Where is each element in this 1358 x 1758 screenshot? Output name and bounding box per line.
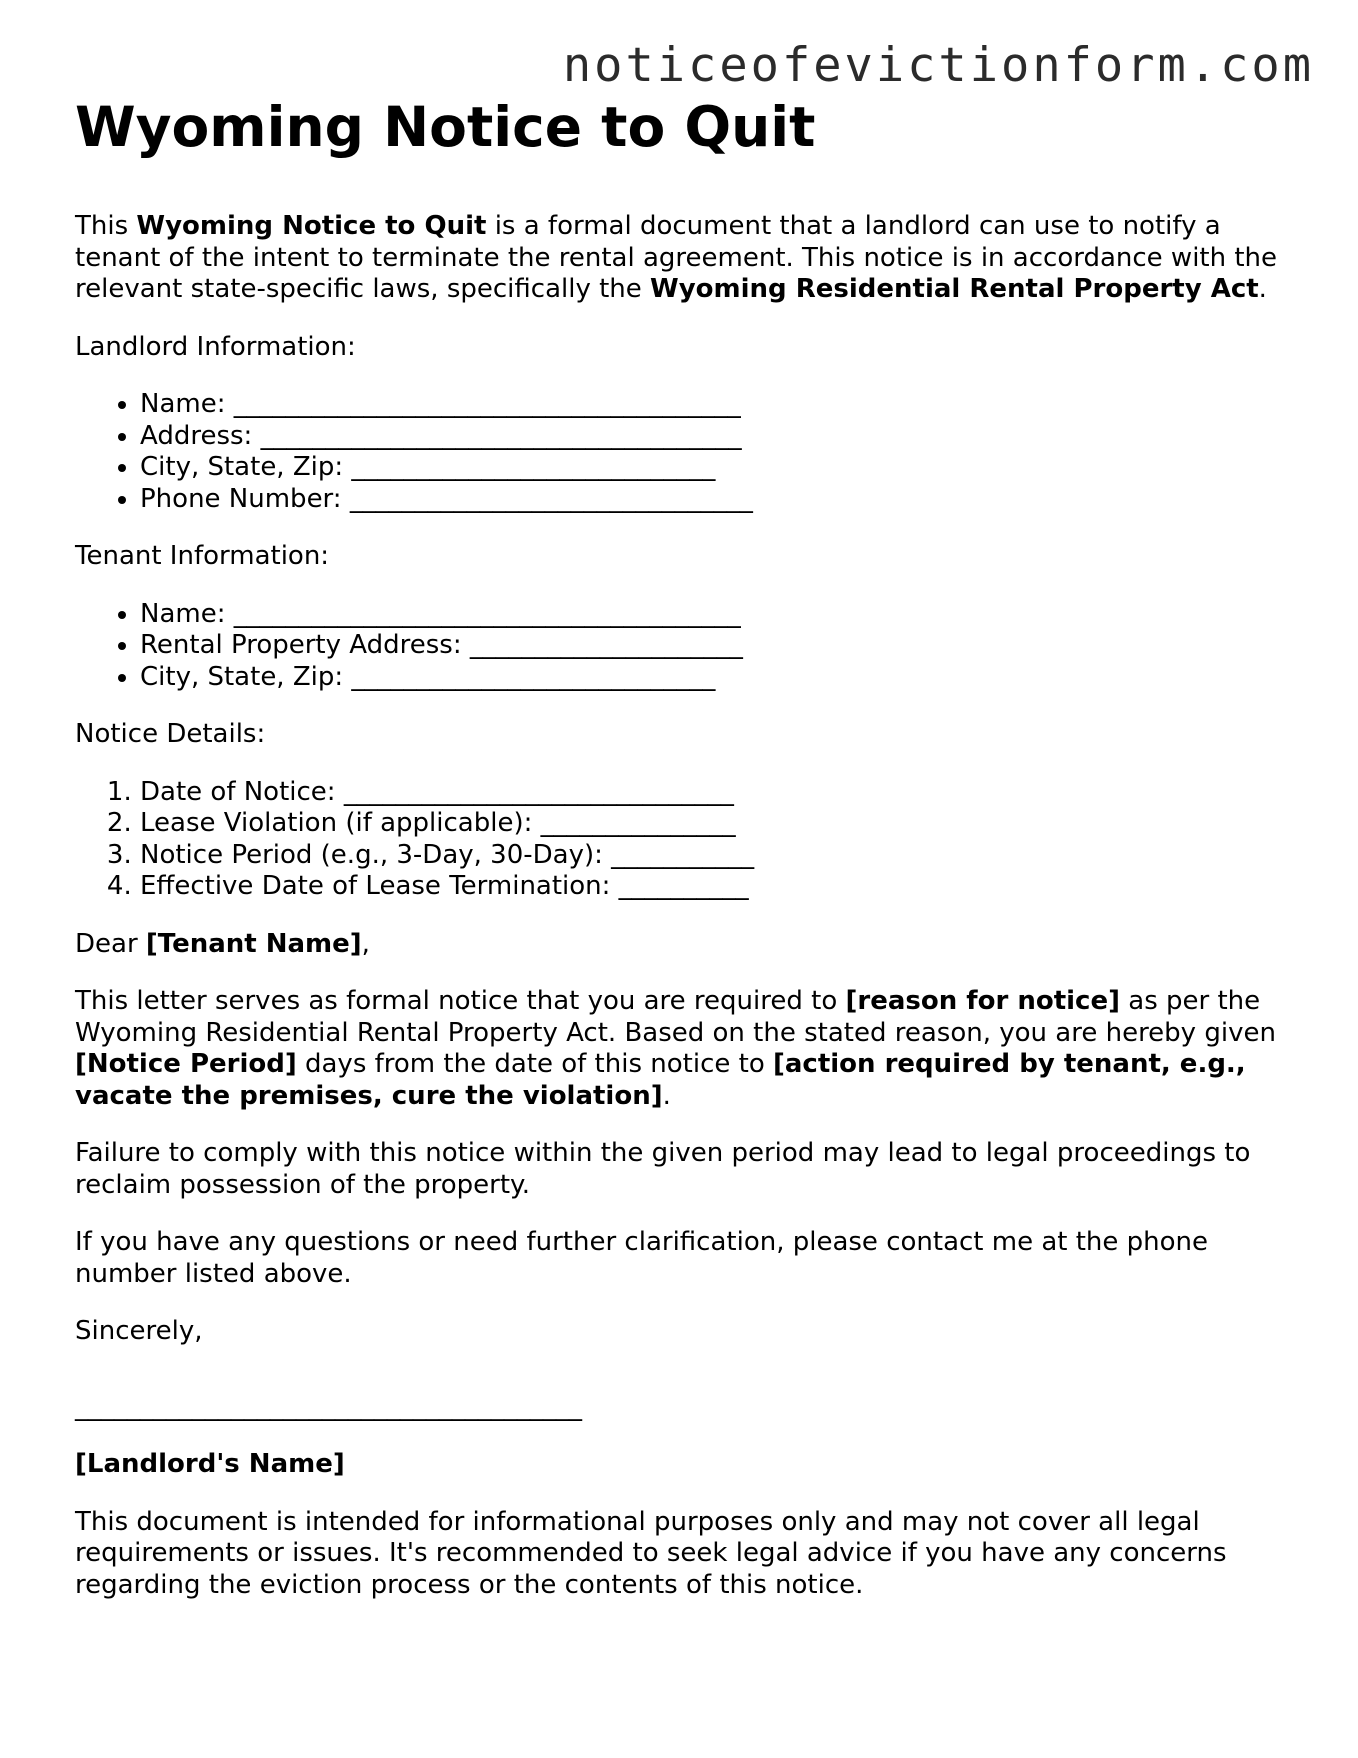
landlord-info-heading: Landlord Information: bbox=[75, 331, 356, 362]
tenant-city-state-zip-field: • City, State, Zip: ____________________________ bbox=[140, 662, 1295, 694]
failure-paragraph: Failure to comply with this notice within the given period may lead to legal proceedings to reclaim possession of the property. bbox=[75, 1138, 1251, 1200]
landlord-name-signature: [Landlord's Name] bbox=[75, 1449, 345, 1480]
intro-paragraph: This Wyoming Notice to Quit is a formal document that a landlord can use to notify a tenant of the intent to terminate the rental agreement. This notice is in accordance with the relevant state-specific laws, specifically the Wyoming Residential Rental Property Act. bbox=[75, 211, 1278, 305]
landlord-city-state-zip-field: • City, State, Zip: ____________________________ bbox=[140, 452, 1295, 484]
landlord-name-field: • Name: _______________________________________ bbox=[140, 389, 1295, 421]
tenant-rental-address-field: • Rental Property Address: _____________________ bbox=[140, 630, 1295, 662]
landlord-info-list bbox=[75, 389, 1295, 515]
tenant-info-list bbox=[75, 599, 1295, 694]
termination-date-field: 4. Effective Date of Lease Termination: __________ bbox=[140, 871, 1295, 903]
notice-details-list bbox=[75, 777, 1295, 903]
closing: Sincerely, bbox=[75, 1316, 203, 1347]
landlord-address-field: • Address: _____________________________________ bbox=[140, 421, 1295, 453]
tenant-info-heading: Tenant Information: bbox=[75, 541, 330, 572]
landlord-phone-field: • Phone Number: _______________________________ bbox=[140, 484, 1295, 516]
notice-details-heading: Notice Details: bbox=[75, 719, 266, 750]
signature-line: _______________________________________ bbox=[75, 1391, 582, 1422]
tenant-name-field: • Name: _______________________________________ bbox=[140, 599, 1295, 631]
contact-paragraph: If you have any questions or need further clarification, please contact me at the phone number listed above. bbox=[75, 1227, 1209, 1289]
notice-date-field: 1. Date of Notice: ______________________________ bbox=[140, 777, 1295, 809]
notice-paragraph: This letter serves as formal notice that you are required to [reason for notice] as per the Wyoming Residential Rental Property Act. Based on the stated reason, you are hereby given [Notice Period] days from the date of this notice to [action required by tenant, e.g., vacate the premises, cure the violation]. bbox=[75, 986, 1276, 1111]
site-watermark: noticeofevictionform.com bbox=[562, 38, 1314, 93]
document-page bbox=[75, 96, 1295, 1601]
notice-period-field: 3. Notice Period (e.g., 3-Day, 30-Day): ___________ bbox=[140, 840, 1295, 872]
lease-violation-field: 2. Lease Violation (if applicable): _______________ bbox=[140, 808, 1295, 840]
disclaimer-paragraph: This document is intended for informational purposes only and may not cover all legal requirements or issues. It's recommended to seek legal advice if you have any concerns regarding the eviction process or the contents of this notice. bbox=[75, 1506, 1227, 1600]
page-title: Wyoming Notice to Quit bbox=[75, 95, 816, 159]
salutation: Dear [Tenant Name], bbox=[75, 928, 370, 959]
